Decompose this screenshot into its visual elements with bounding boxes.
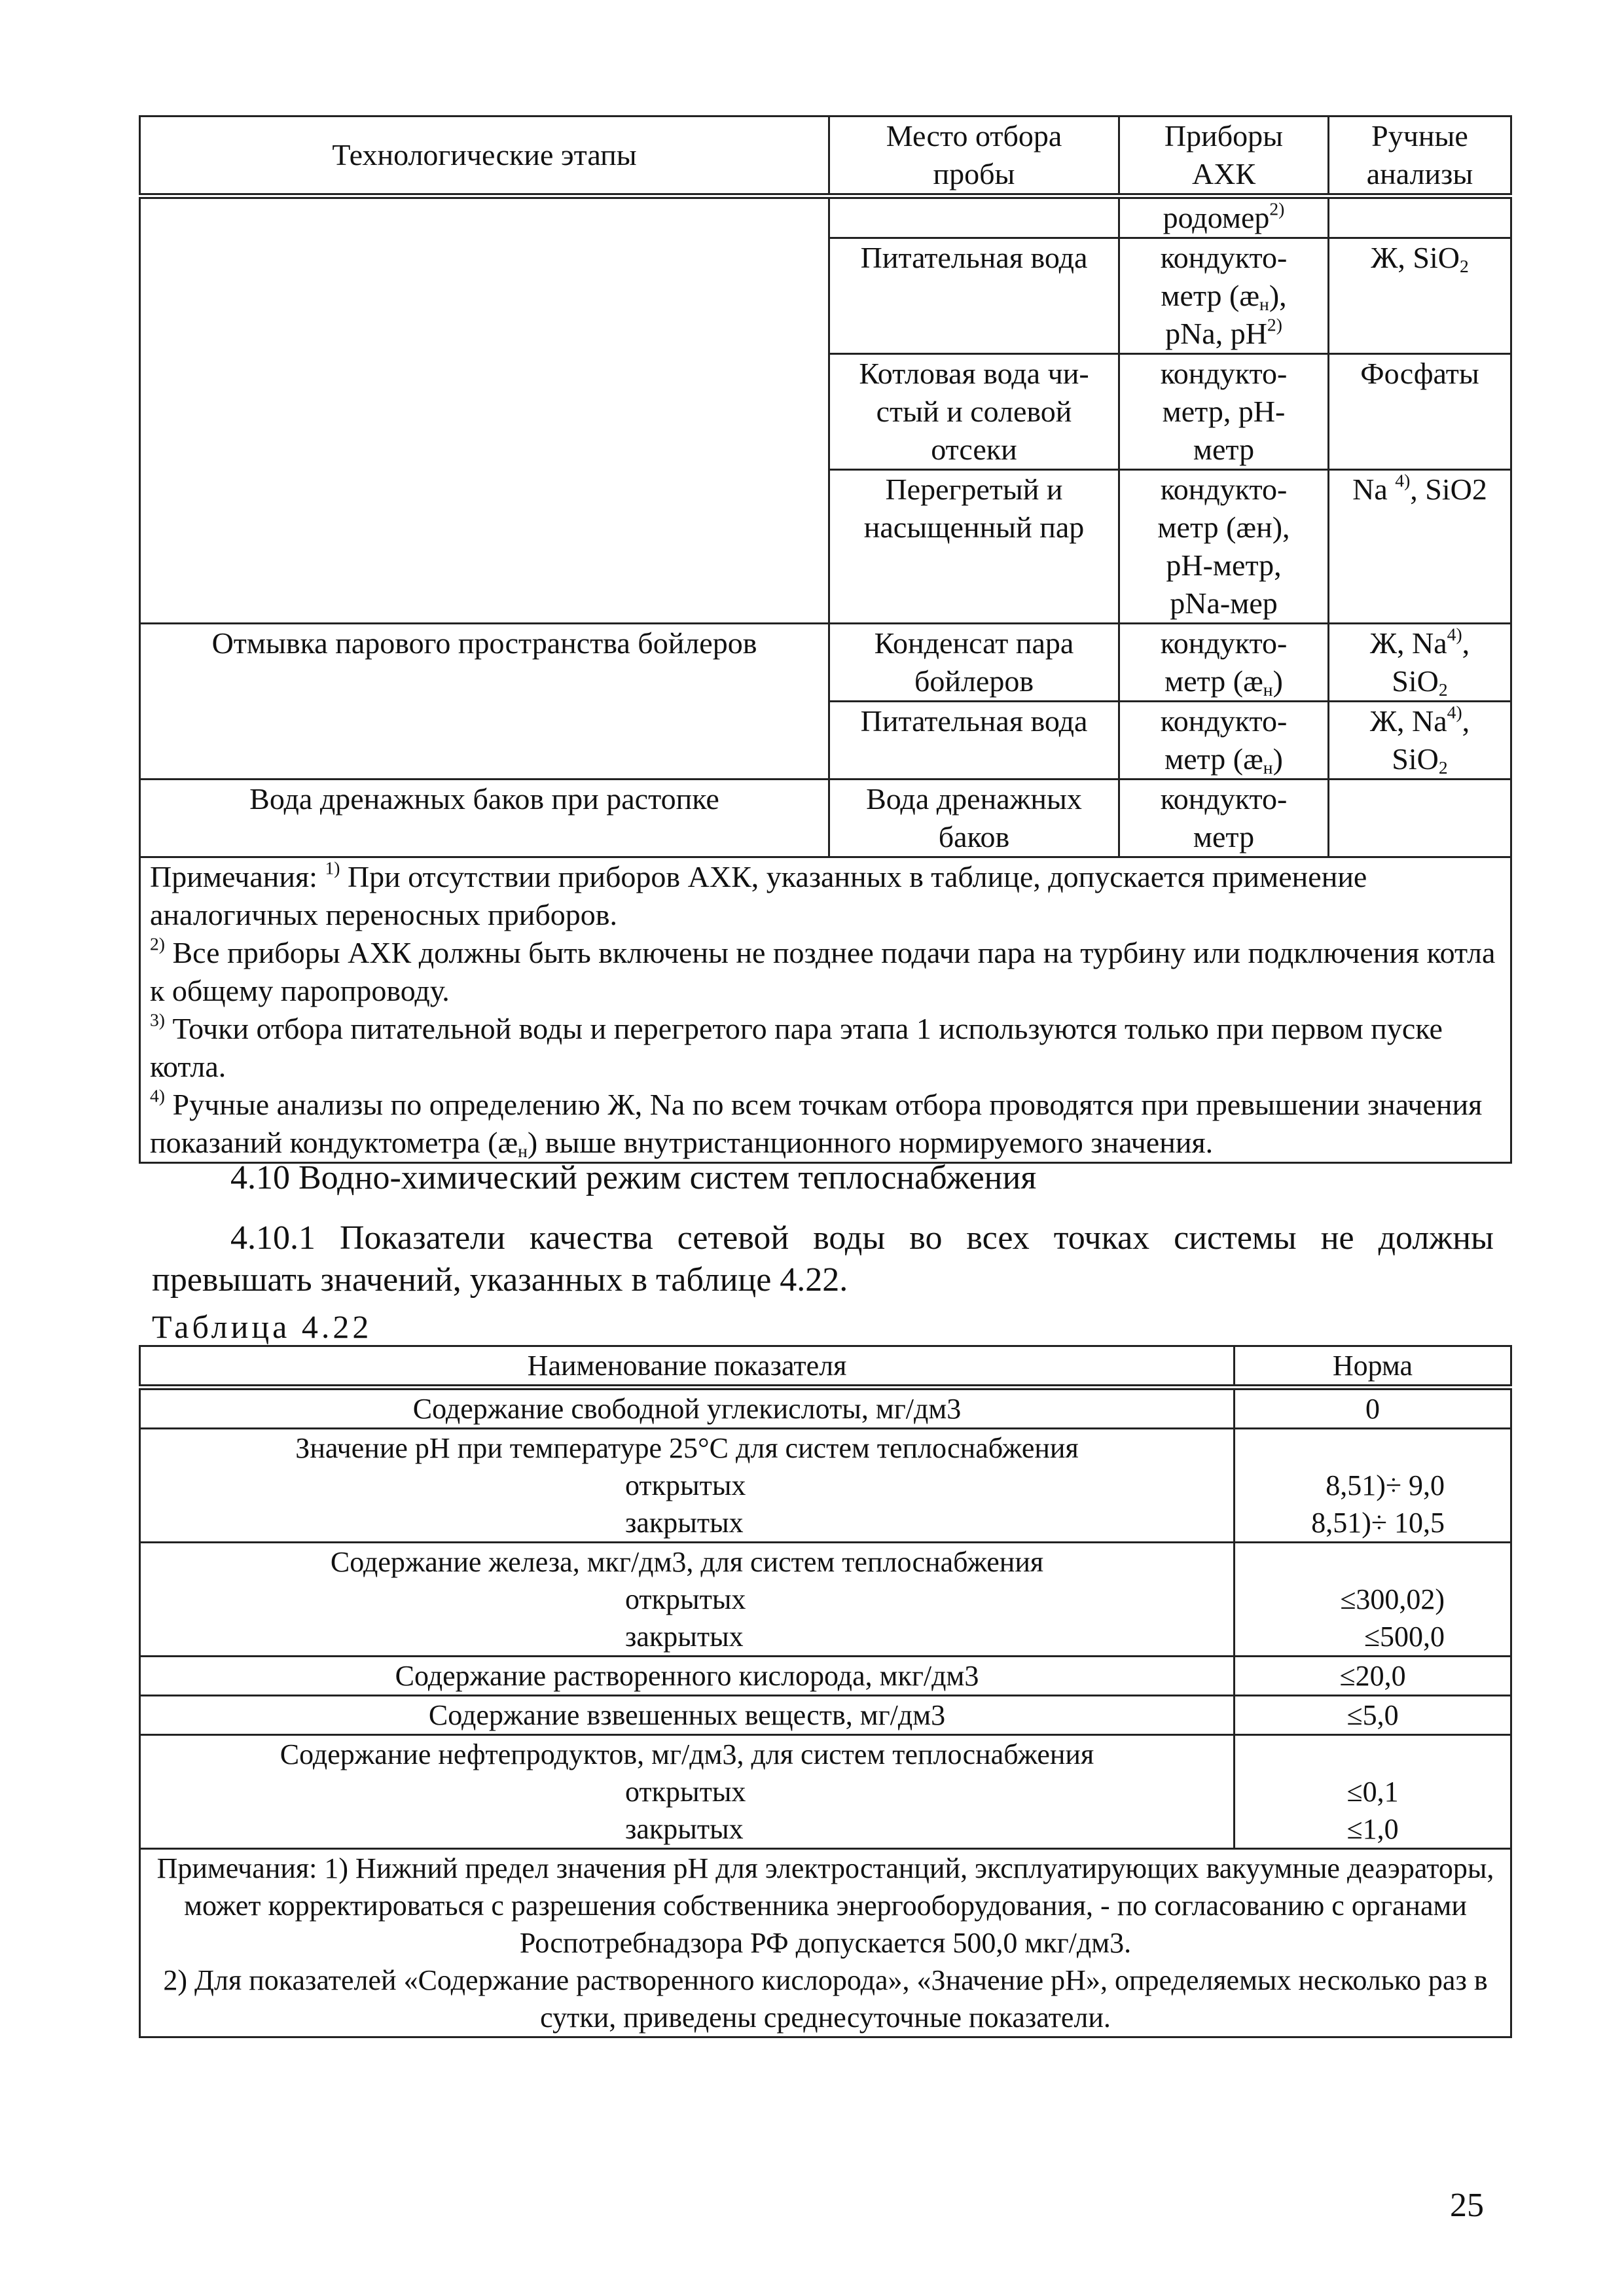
manual-cell: Ж, Na$^{4)}$, SiO$_2$ [1329, 702, 1511, 780]
table-row [140, 196, 1511, 238]
indicator-norm: ≤300,02) ≤500,0 [1235, 1543, 1511, 1657]
place-cell: Питательная вода [829, 702, 1119, 780]
devices-cell: кондукто- метр (æн), pH-метр, pNa-мер [1119, 470, 1329, 624]
table-header-row [140, 1346, 1511, 1388]
note-4: $^{4)}$ Ручные анализы по определению Ж, Na по всем точкам отбора проводятся при превышении значения показаний кондуктометра $(æ_н)$ выше внутристанционного нормируемого значения. [150, 1085, 1483, 1161]
indicator-norm: ≤20,0 [1235, 1657, 1511, 1696]
devices-cell: кондукто- метр [1119, 780, 1329, 857]
manual-cell: Ж, SiO$_2$ [1329, 238, 1511, 354]
indicator-name: Значение pH при температуре 25°С для систем теплоснабжения открытых закрытых [140, 1429, 1235, 1543]
body-paragraph: 4.10.1 Показатели качества сетевой воды во всех точках системы не должны превышать значений, указанных в таблице 4.22. [152, 1219, 1494, 1299]
note-1: Примечания: $^{1)}$ При отсутствии приборов АХК, указанных в таблице, допускается применение аналогичных переносных приборов. [150, 857, 1367, 931]
devices-cell: кондукто- метр $(æ_н)$ [1119, 702, 1329, 780]
table-notes [140, 1849, 1511, 2037]
table-notes-row [140, 1849, 1511, 2037]
table-row [140, 1388, 1511, 1429]
indicator-norm: 8,51)÷ 9,0 8,51)÷ 10,5 [1235, 1429, 1511, 1543]
stage-cell: Отмывка парового пространства бойлеров [140, 624, 829, 780]
place-cell: Перегретый и насыщенный пар [829, 470, 1119, 624]
table-row [140, 1543, 1511, 1657]
note-2: 2) Для показателей «Содержание растворенного кислорода», «Значение pH», определяемых несколько раз в сутки, приведены среднесуточные показатели. [163, 1964, 1488, 2034]
section-title: 4.10 Водно-химический режим систем теплоснабжения [230, 1159, 1037, 1196]
indicator-name: Содержание железа, мкг/дм3, для систем теплоснабжения открытых закрытых [140, 1543, 1235, 1657]
header-norm: Норма [1235, 1346, 1511, 1388]
devices-cell: кондукто- метр $(æ_н)$, pNa, $pH^{2)}$ [1119, 238, 1329, 354]
place-cell: Котловая вода чи- стый и солевой отсеки [829, 354, 1119, 470]
stage-cell: Вода дренажных баков при растопке [140, 780, 829, 857]
note-2: $^{2)}$ Все приборы АХК должны быть включены не позднее подачи пара на турбину или подключения котла к общему паропроводу. [150, 933, 1496, 1007]
table-notes-row [140, 857, 1511, 1163]
equipment-table [139, 115, 1512, 1164]
stage-cell [140, 196, 829, 624]
header-stage: Технологические этапы [140, 117, 829, 196]
table-notes [140, 857, 1511, 1163]
place-cell: Конденсат пара бойлеров [829, 624, 1119, 702]
indicator-name: Содержание взвешенных веществ, мг/дм3 [140, 1696, 1235, 1735]
place-cell: Вода дренажных баков [829, 780, 1119, 857]
water-quality-table [139, 1345, 1512, 2038]
header-name: Наименование показателя [140, 1346, 1235, 1388]
page-number: 25 [1450, 2187, 1484, 2224]
header-manual: Ручные анализы [1329, 117, 1511, 196]
table-header-row [140, 117, 1511, 196]
manual-cell [1329, 196, 1511, 238]
header-devices: Приборы АХК [1119, 117, 1329, 196]
table-row [140, 1735, 1511, 1849]
place-cell: Питательная вода [829, 238, 1119, 354]
manual-cell: Фосфаты [1329, 354, 1511, 470]
place-cell [829, 196, 1119, 238]
indicator-name: Содержание нефтепродуктов, мг/дм3, для систем теплоснабжения открытых закрытых [140, 1735, 1235, 1849]
indicator-name: Содержание растворенного кислорода, мкг/дм3 [140, 1657, 1235, 1696]
note-3: $^{3)}$ Точки отбора питательной воды и перегретого пара этапа 1 используются только при первом пуске котла. [150, 1009, 1443, 1083]
table-caption: Таблица 4.22 [152, 1308, 372, 1345]
note-1: Примечания: 1) Нижний предел значения pH для электростанций, эксплуатирующих вакуумные деаэраторы, может корректироваться с разрешения собственника энергооборудования, - по согласованию с органами Роспотребнадзора РФ допускается 500,0 мкг/дм3. [156, 1852, 1494, 1959]
manual-cell [1329, 780, 1511, 857]
indicator-norm: 0 [1235, 1388, 1511, 1429]
devices-cell: кондукто- метр, pH- метр [1119, 354, 1329, 470]
manual-cell: Ж, Na$^{4)}$, SiO$_2$ [1329, 624, 1511, 702]
indicator-norm: ≤0,1 ≤1,0 [1235, 1735, 1511, 1849]
devices-cell: кондукто- метр $(æ_н)$ [1119, 624, 1329, 702]
table-row [140, 1657, 1511, 1696]
table-row [140, 780, 1511, 857]
table-row [140, 1429, 1511, 1543]
indicator-name: Содержание свободной углекислоты, мг/дм3 [140, 1388, 1235, 1429]
manual-cell: Na $^{4)}$, SiO2 [1329, 470, 1511, 624]
table-row [140, 1696, 1511, 1735]
header-place: Место отбора пробы [829, 117, 1119, 196]
devices-cell: родомер$^{2)}$ [1119, 196, 1329, 238]
indicator-norm: ≤5,0 [1235, 1696, 1511, 1735]
table-row [140, 624, 1511, 702]
